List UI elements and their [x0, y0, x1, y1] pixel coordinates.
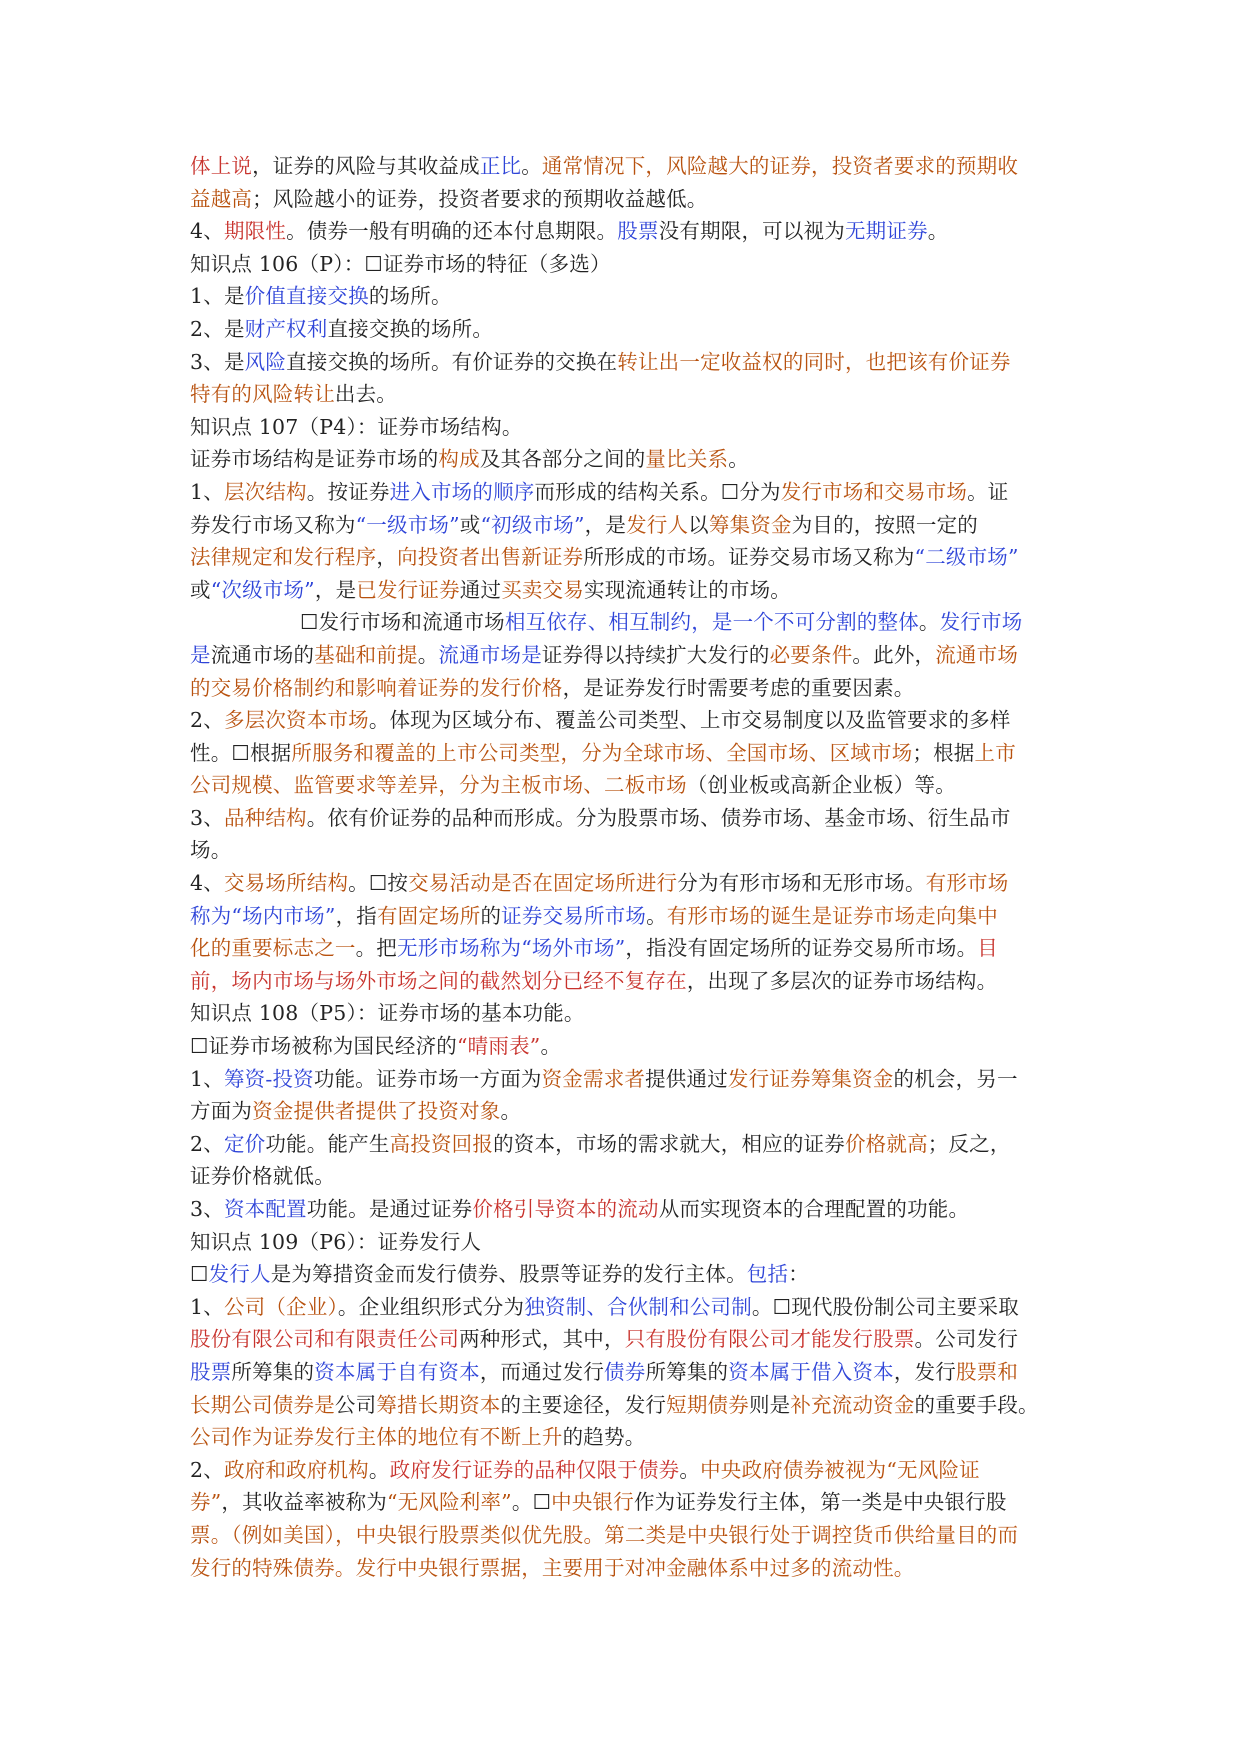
- text-segment: 定价: [223, 1131, 266, 1156]
- text-line: [190, 346, 1060, 379]
- text-segment: 而形成的结构关系。☐分为: [534, 479, 781, 504]
- text-segment: 1、是: [190, 284, 245, 309]
- text-segment: 。☐: [511, 1490, 552, 1515]
- text-line: [190, 1258, 1060, 1291]
- text-segment: 进入市场的顺序: [389, 479, 535, 504]
- text-segment: 。依有价证券的品种而形成。分为股票市场、债券市场、基金市场、衍生品市: [306, 805, 1011, 830]
- text-segment: 发行的特殊债券。发行中央银行票据，主要用于对冲金融体系中过多的流动性。: [190, 1555, 915, 1580]
- text-line: [190, 313, 1060, 346]
- text-line: [190, 1095, 1060, 1128]
- text-segment: 品种结构: [223, 805, 307, 830]
- text-segment: 。: [368, 1457, 390, 1482]
- text-segment: 。☐按: [348, 871, 409, 896]
- text-segment: 构成: [438, 447, 480, 472]
- text-segment: 是: [190, 642, 211, 667]
- text-segment: 。此外，: [852, 642, 936, 667]
- text-line: [190, 1160, 1060, 1193]
- text-segment: 量比关系: [645, 447, 729, 472]
- text-segment: 3、: [190, 1197, 224, 1221]
- text-segment: ，其收益率被称为: [221, 1490, 387, 1515]
- text-segment: 知识点 109（P6）：证券发行人: [190, 1229, 482, 1254]
- text-segment: 只有股份有限公司才能发行股票: [624, 1327, 915, 1352]
- text-segment: 实现流通转让的市场。: [584, 577, 791, 602]
- text-segment: 1、: [190, 1066, 224, 1091]
- text-segment: 层次结构: [223, 479, 307, 504]
- text-segment: 的交易价格制约和影响着证券的发行价格: [190, 675, 563, 700]
- text-segment: “初级市场”: [480, 512, 585, 537]
- text-segment: 公司规模、监管要求等差异，分为主板市场、二板市场: [190, 773, 687, 798]
- text-segment: 公司（企业）: [223, 1294, 338, 1319]
- text-segment: 1、: [190, 479, 224, 504]
- text-segment: 则是: [748, 1392, 791, 1417]
- text-segment: ，是: [314, 577, 357, 602]
- text-segment: 2、是: [190, 316, 245, 341]
- text-segment: 。: [417, 642, 439, 667]
- text-segment: ，: [376, 545, 398, 570]
- text-segment: 交易活动是否在固定场所进行: [408, 871, 678, 896]
- text-line: [190, 1519, 1060, 1552]
- text-segment: 证券得以持续扩大发行的: [541, 642, 770, 667]
- text-line: [190, 1226, 1060, 1259]
- text-line: [190, 932, 1060, 965]
- text-line: [190, 509, 1060, 542]
- text-line: [190, 965, 1060, 998]
- text-segment: 流通市场的: [210, 642, 315, 667]
- text-segment: 3、: [190, 805, 224, 830]
- text-segment: 的重要手段。: [914, 1392, 1039, 1417]
- text-line: [190, 737, 1060, 770]
- text-segment: 股份有限公司和有限责任公司: [190, 1327, 460, 1352]
- text-segment: 知识点 108（P5）：证券市场的基本功能。: [190, 1001, 585, 1026]
- text-line: [190, 1193, 1060, 1226]
- text-segment: ☐: [190, 1262, 209, 1287]
- text-segment: 财产权利: [244, 316, 328, 341]
- text-line: [190, 215, 1060, 248]
- text-segment: 。: [918, 610, 940, 635]
- text-line: [190, 248, 1060, 281]
- text-segment: 补充流动资金: [790, 1392, 915, 1417]
- text-segment: 有形市场的诞生是证券市场走向集中: [666, 903, 998, 928]
- text-segment: （创业板或高新企业板）等。: [686, 773, 956, 798]
- text-segment: 直接交换的场所。: [327, 316, 494, 341]
- text-segment: 以: [688, 512, 709, 537]
- text-segment: 流通市场是: [438, 642, 542, 667]
- text-segment: 3、是: [190, 349, 245, 374]
- text-segment: “二级市场”: [914, 545, 1019, 570]
- text-line: [190, 606, 1060, 639]
- text-segment: 的: [480, 903, 502, 928]
- text-segment: 筹资-投资: [223, 1066, 314, 1091]
- text-segment: 特有的风险转让: [190, 382, 335, 407]
- text-segment: 法律规定和发行程序: [190, 545, 377, 570]
- text-segment: 2、: [190, 1131, 224, 1156]
- text-segment: ；根据: [912, 740, 975, 765]
- text-segment: 有固定场所: [376, 903, 481, 928]
- text-segment: 所服务和覆盖的上市公司类型，分为全球市场、全国市场、区域市场: [291, 740, 913, 765]
- text-line: [190, 1030, 1060, 1063]
- text-segment: 。: [500, 1099, 522, 1124]
- text-segment: 的趋势。: [562, 1425, 646, 1450]
- text-segment: 。: [521, 154, 542, 178]
- text-line: [190, 672, 1060, 705]
- text-segment: 。: [540, 1034, 562, 1059]
- text-segment: 证券市场结构是证券市场的: [190, 447, 439, 472]
- text-segment: 前，场内市场与场外市场之间的截然划分已经不复存在: [190, 968, 687, 993]
- text-segment: 为目的，按照一定的: [791, 512, 978, 537]
- text-segment: 。债券一般有明确的还本付息期限。: [286, 219, 618, 244]
- text-segment: 期限性: [223, 219, 287, 244]
- text-line: [190, 378, 1060, 411]
- text-segment: 票。（例如美国），中央银行股票类似优先股。第二类是中央银行处于调控货币供给量目的而: [190, 1522, 1019, 1547]
- text-segment: 分为有形市场和无形市场。: [677, 871, 926, 896]
- text-segment: 股票和: [955, 1359, 1019, 1384]
- text-segment: 所筹集的: [231, 1359, 315, 1384]
- text-line: [190, 183, 1060, 216]
- text-line: [190, 1063, 1060, 1096]
- text-segment: 资本配置: [223, 1197, 307, 1221]
- text-segment: 性。☐根据: [190, 740, 292, 765]
- text-segment: 目: [977, 936, 998, 961]
- text-segment: 。: [728, 447, 749, 472]
- text-segment: 功能。证券市场一方面为: [313, 1066, 542, 1091]
- text-segment: 买卖交易: [501, 577, 584, 602]
- text-segment: 已发行证券: [356, 577, 460, 602]
- text-segment: 证券价格就低。: [190, 1164, 335, 1189]
- text-line: [190, 280, 1060, 313]
- text-segment: 。: [679, 1457, 701, 1482]
- text-segment: 及其各部分之间的: [479, 447, 646, 472]
- text-segment: 2、: [190, 1457, 224, 1482]
- text-segment: 独资制、合伙制和公司制: [524, 1294, 752, 1319]
- text-line: [190, 1389, 1060, 1422]
- text-line: [190, 411, 1060, 444]
- text-segment: 相互依存、相互制约，是一个不可分割的整体: [504, 610, 919, 635]
- text-segment: ；反之，: [927, 1131, 1011, 1156]
- text-line: [190, 574, 1060, 607]
- text-segment: ，出现了多层次的证券市场结构。: [686, 968, 998, 993]
- text-segment: 或: [459, 512, 481, 537]
- text-line: [190, 150, 1060, 183]
- text-line: [190, 1356, 1060, 1389]
- text-line: [190, 1486, 1060, 1519]
- text-segment: 的主要途径，发行: [500, 1392, 667, 1417]
- text-line: [190, 1128, 1060, 1161]
- text-segment: 。企业组织形式分为: [337, 1294, 525, 1319]
- text-line: [190, 769, 1060, 802]
- text-segment: 的资本，市场的需求就大，相应的证券: [493, 1131, 845, 1156]
- text-segment: 发行市场: [939, 610, 1023, 635]
- text-segment: 发行证券筹集资金: [727, 1066, 894, 1091]
- text-segment: 券发行市场又称为: [190, 512, 356, 537]
- text-segment: 直接交换的场所。有价证券的交换在: [286, 349, 618, 374]
- text-segment: ，是证券发行时需要考虑的重要因素。: [562, 675, 915, 700]
- text-segment: 资本属于自有资本: [314, 1359, 480, 1384]
- text-segment: 风险: [244, 349, 287, 374]
- text-segment: ，指: [335, 903, 377, 928]
- text-segment: 。公司发行: [914, 1327, 1019, 1352]
- text-segment: 资金需求者: [541, 1066, 646, 1091]
- text-segment: 。☐现代股份制公司主要采取: [751, 1294, 1019, 1319]
- text-segment: 的机会，另一: [893, 1066, 1018, 1091]
- text-segment: 发行人: [208, 1262, 271, 1287]
- text-line: [190, 997, 1060, 1030]
- text-segment: 是为筹措资金而发行债券、股票等证券的发行主体。: [270, 1262, 747, 1287]
- text-segment: “次级市场”: [210, 577, 315, 602]
- text-segment: 价值直接交换: [244, 284, 369, 309]
- text-line: [190, 834, 1060, 867]
- text-segment: ，证券的风险与其收益成: [252, 154, 480, 178]
- text-line: [190, 541, 1060, 574]
- text-segment: 上市: [974, 740, 1016, 765]
- text-line: [190, 476, 1060, 509]
- text-segment: 化的重要标志之一: [190, 936, 356, 961]
- text-segment: 转让出一定收益权的同时，也把该有价证券: [617, 349, 1011, 374]
- text-segment: 公司: [334, 1392, 377, 1417]
- text-segment: 的场所。: [368, 284, 452, 309]
- text-segment: 资金提供者提供了投资对象: [252, 1099, 501, 1124]
- text-segment: 功能。能产生: [265, 1131, 390, 1156]
- text-segment: 短期债券: [666, 1392, 749, 1417]
- text-segment: 体上说: [190, 154, 253, 178]
- text-segment: 作为证券发行主体，第一类是中央银行股: [633, 1490, 1007, 1515]
- text-segment: 中央银行: [551, 1490, 634, 1515]
- text-segment: 益越高: [190, 186, 253, 211]
- text-line: [190, 639, 1060, 672]
- text-segment: 向投资者出售新证券: [397, 545, 584, 570]
- text-segment: 交易场所结构: [223, 871, 349, 896]
- text-segment: “无风险利率”: [387, 1490, 512, 1515]
- text-segment: 价格就高: [844, 1131, 928, 1156]
- text-segment: 所形成的市场。证券交易市场又称为: [583, 545, 915, 570]
- text-segment: 基础和前提: [314, 642, 418, 667]
- text-line: [190, 1454, 1060, 1487]
- text-segment: 有形市场: [925, 871, 1009, 896]
- text-segment: 流通市场: [935, 642, 1019, 667]
- text-segment: 提供通过: [645, 1066, 728, 1091]
- text-segment: 中央政府债券被视为“无风险证: [700, 1457, 980, 1482]
- text-segment: 无形市场称为“场外市场”: [397, 936, 626, 961]
- text-segment: 无期证券: [844, 219, 928, 244]
- text-segment: 1、: [190, 1294, 224, 1319]
- text-segment: ，是: [584, 512, 627, 537]
- text-line: [190, 1291, 1060, 1324]
- text-line: [190, 443, 1060, 476]
- text-segment: 知识点 107（P4）：证券市场结构。: [190, 414, 523, 439]
- text-segment: ☐证券市场被称为国民经济的: [190, 1034, 457, 1059]
- text-segment: 。: [927, 219, 949, 244]
- text-segment: 券”: [190, 1490, 222, 1515]
- text-segment: 2、: [190, 708, 224, 733]
- text-line: [190, 802, 1060, 835]
- text-segment: 股票: [617, 219, 659, 244]
- text-segment: 高投资回报: [389, 1131, 494, 1156]
- text-line: [190, 1552, 1060, 1585]
- text-segment: 通过: [459, 577, 502, 602]
- text-segment: 方面为: [190, 1099, 253, 1124]
- text-segment: 从而实现资本的合理配置的功能。: [658, 1197, 970, 1221]
- text-segment: 功能。是通过证券: [306, 1197, 473, 1221]
- text-segment: 多层次资本市场: [223, 708, 369, 733]
- text-segment: 所筹集的: [645, 1359, 729, 1384]
- text-segment: 。: [646, 903, 667, 928]
- text-segment: 4、: [190, 219, 224, 244]
- text-segment: 。体现为区域分布、覆盖公司类型、上市交易制度以及监管要求的多样: [368, 708, 1011, 733]
- text-segment: 证券交易所市场: [501, 903, 647, 928]
- text-line: [190, 1421, 1060, 1454]
- text-line: [190, 704, 1060, 737]
- text-segment: 政府和政府机构: [223, 1457, 369, 1482]
- text-segment: ☐发行市场和流通市场: [300, 610, 505, 635]
- text-line: [190, 900, 1060, 933]
- text-segment: ，指没有固定场所的证券交易所市场。: [625, 936, 978, 961]
- text-segment: ，发行: [893, 1359, 956, 1384]
- text-segment: 长期公司债券是: [190, 1392, 335, 1417]
- text-segment: 发行人: [626, 512, 689, 537]
- text-segment: ：: [788, 1262, 809, 1287]
- text-segment: 出去。: [334, 382, 398, 407]
- text-segment: 必要条件: [769, 642, 853, 667]
- text-segment: 包括: [746, 1262, 789, 1287]
- text-segment: 资本属于借入资本: [728, 1359, 894, 1384]
- text-segment: 4、: [190, 871, 224, 896]
- text-segment: 。把: [355, 936, 398, 961]
- text-segment: ，而通过发行: [479, 1359, 605, 1384]
- text-segment: 债券: [604, 1359, 646, 1384]
- text-segment: 或: [190, 577, 211, 602]
- text-segment: 筹集资金: [708, 512, 792, 537]
- text-segment: 称为“场内市场”: [190, 903, 336, 928]
- text-segment: “一级市场”: [355, 512, 460, 537]
- text-segment: 政府发行证券的品种仅限于债券: [389, 1457, 680, 1482]
- text-line: [190, 867, 1060, 900]
- text-segment: 没有期限，可以视为: [658, 219, 845, 244]
- text-segment: 筹措长期资本: [376, 1392, 501, 1417]
- text-segment: 。证: [967, 479, 1009, 504]
- text-segment: 。按证券: [306, 479, 390, 504]
- text-segment: 正比: [479, 154, 522, 178]
- text-segment: 知识点 106（P）：☐证券市场的特征（多选）: [190, 251, 611, 276]
- text-segment: 场。: [190, 838, 232, 863]
- text-segment: 公司作为证券发行主体的地位有不断上升: [190, 1425, 563, 1450]
- text-segment: 股票: [190, 1359, 232, 1384]
- text-segment: 发行市场和交易市场: [780, 479, 968, 504]
- text-segment: 通常情况下，风险越大的证券，投资者要求的预期收: [541, 154, 1019, 178]
- text-segment: 价格引导资本的流动: [472, 1197, 659, 1221]
- text-segment: 两种形式，其中，: [459, 1327, 625, 1352]
- text-line: [190, 1323, 1060, 1356]
- text-segment: ；风险越小的证券，投资者要求的预期收益越低。: [252, 186, 708, 211]
- text-segment: “晴雨表”: [456, 1034, 541, 1059]
- document-body: [190, 150, 1060, 1584]
